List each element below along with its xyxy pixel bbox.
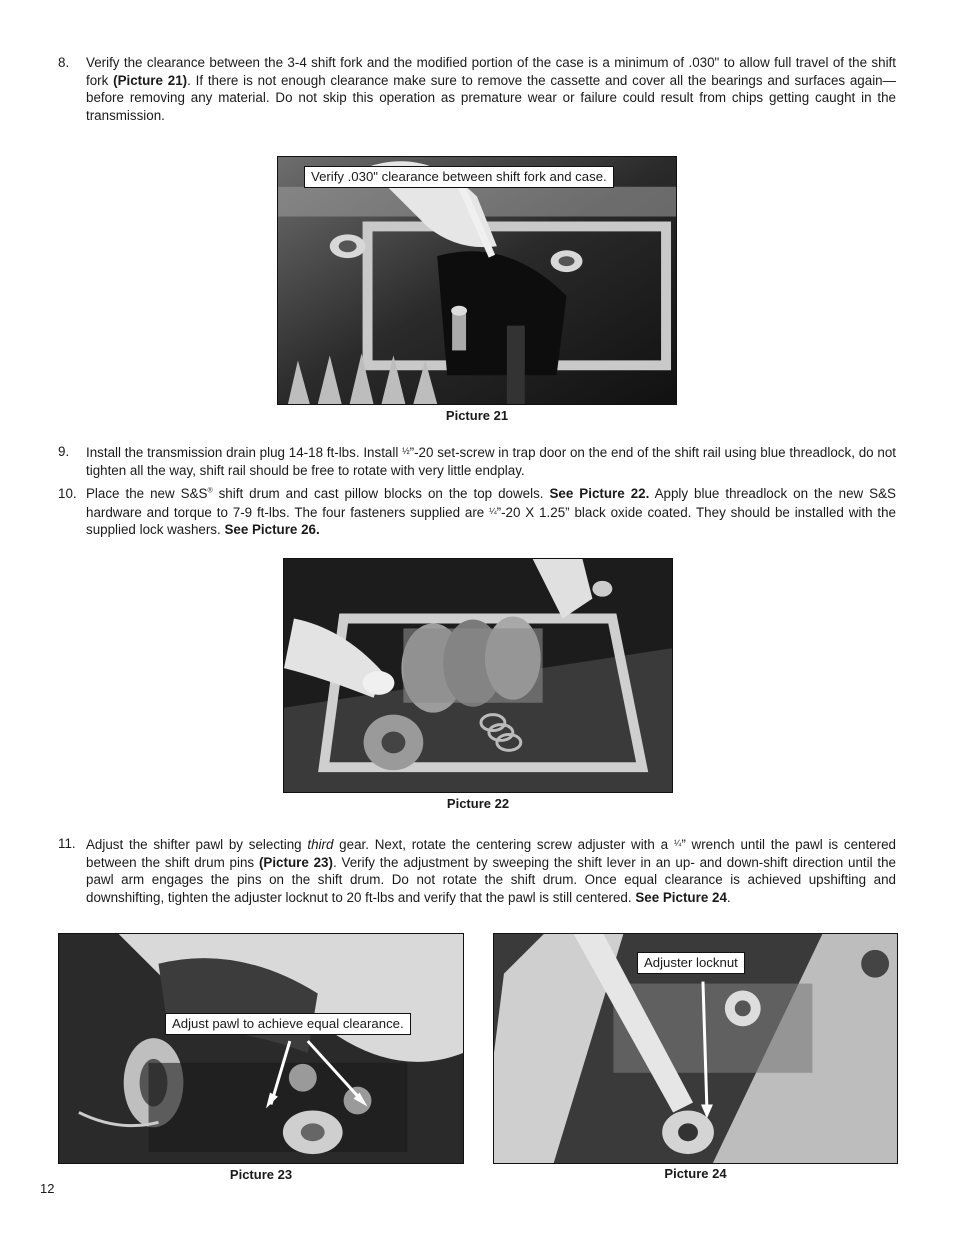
caption-picture-22: Picture 22 bbox=[446, 796, 510, 811]
step-8 bbox=[58, 54, 896, 124]
step-11 bbox=[58, 835, 896, 906]
caption-picture-21: Picture 21 bbox=[445, 408, 509, 423]
callout-clearance: Verify .030" clearance between shift fork and case. bbox=[304, 166, 614, 188]
callout-adjust-pawl: Adjust pawl to achieve equal clearance. bbox=[165, 1013, 411, 1035]
step-10 bbox=[58, 485, 896, 539]
photo-picture-21 bbox=[277, 156, 677, 405]
step-number: 10. bbox=[58, 486, 77, 501]
page-number: 12 bbox=[40, 1181, 55, 1196]
step-number: 9. bbox=[58, 444, 70, 459]
step-text: Install the transmission drain plug 14-18 ft-lbs. Install $^{\frac{1}{2}}$”-20 set-screw in trap door on the end of the shift rail using blue threadlock, do not tighten all the way, shift rail should be free to rotate with very little endplay. bbox=[86, 445, 896, 478]
caption-picture-23: Picture 23 bbox=[229, 1167, 293, 1182]
caption-picture-24: Picture 24 bbox=[664, 1166, 727, 1181]
photo-picture-23 bbox=[58, 933, 464, 1164]
step-number: 11. bbox=[58, 836, 76, 851]
step-text: Adjust the shifter pawl by selecting third gear. Next, rotate the centering screw adjuster with a $^{\frac{1}{4}}$” wrench until the pawl is centered between the shift drum pins (Picture 23). Verify the adjustment by sweeping the shift lever in an up- and down-shift direction until the pawl arm engages the pins on the shift drum. Do not rotate the shift drum. Once equal clearance is achieved upshifting and downshifting, tighten the adjuster locknut to 20 ft-lbs and verify that the pawl is still centered. See Picture 24. bbox=[86, 837, 897, 905]
step-number: 8. bbox=[58, 55, 70, 70]
step-9 bbox=[58, 443, 896, 479]
photo-picture-22 bbox=[283, 558, 673, 793]
step-text: Verify the clearance between the 3-4 shift fork and the modified portion of the case is a minimum of .030" to allow full travel of the shift fork (Picture 21). If there is not enough clearance make sure to remove the cassette and cover all the bearings and surfaces again—before removing any material. Do not skip this operation as premature wear or failure could result from chips getting caught in the transmission. bbox=[86, 55, 897, 123]
step-text: Place the new S&S® shift drum and cast pillow blocks on the top dowels. See Picture 22. Apply blue threadlock on the new S&S hardware and torque to 7-9 ft-lbs. The four fasteners supplied are $^{\frac{1}{4}}$”-20 X 1.25” black oxide coated. They should be installed with the supplied lock washers. See Picture 26. bbox=[86, 486, 896, 538]
callout-adjuster-locknut: Adjuster locknut bbox=[637, 952, 745, 974]
